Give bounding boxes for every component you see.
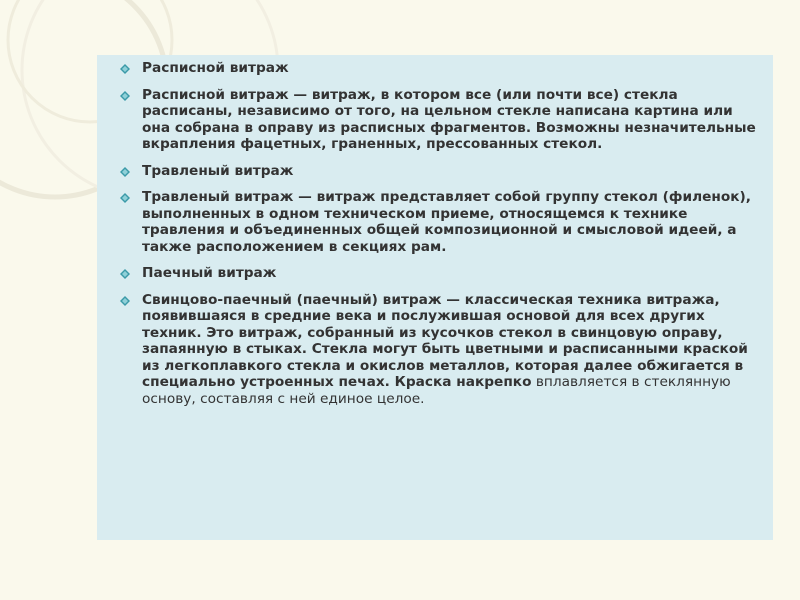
bullet-text: Травленый витраж xyxy=(142,162,294,179)
bullet-text-bold: Травленый витраж — витраж представляет собой группу стекол (филенок), выполненных в одном техническом приеме, относящемся к технике травления и объединенных общей композиционной и смысловой идеей, а также расположением в секциях рам. xyxy=(142,189,751,255)
bullet-paragraph-soldered xyxy=(119,292,759,408)
teal-diamond-bullet-icon xyxy=(120,167,130,177)
bullet-text-plain: вплавляется в стеклянную основу, составляя с ней единое целое. xyxy=(142,374,731,407)
teal-diamond-bullet-icon xyxy=(120,64,130,74)
content-panel xyxy=(97,55,773,540)
bullet-heading-soldered xyxy=(119,265,759,282)
bullet-paragraph-painted xyxy=(119,87,759,153)
bullet-paragraph-etched xyxy=(119,189,759,255)
teal-diamond-bullet-icon xyxy=(120,269,130,279)
teal-diamond-bullet-icon xyxy=(120,91,130,101)
bullet-heading-etched xyxy=(119,163,759,180)
teal-diamond-bullet-icon xyxy=(120,193,130,203)
bullet-text: Паечный витраж xyxy=(142,265,277,281)
teal-diamond-bullet-icon xyxy=(120,296,130,306)
bullet-heading-painted xyxy=(119,60,759,77)
bullet-list xyxy=(119,60,759,417)
bullet-text: Расписной витраж xyxy=(142,60,289,76)
bullet-text-bold: Свинцово-паечный (паечный) витраж — классическая техника витража, появившаяся в средние века и послужившая основой для всех других техник. Это витраж, собранный из кусочков стекол в свинцовую оправу, запаянную в стыках. Стекла могут быть цветными и расписанными краской из легкоплавкого стекла и окислов металлов, которая далее обжигается в специально устроенных печах. Краска накрепко xyxy=(142,291,748,390)
bullet-text-bold: Расписной витраж — витраж, в котором все (или почти все) стекла расписаны, независимо от того, на цельном стекле написана картина или она собрана в оправу из расписных фрагментов. Возможны незначительные вкрапления фацетных, граненных, прессованных стекол. xyxy=(142,86,756,152)
